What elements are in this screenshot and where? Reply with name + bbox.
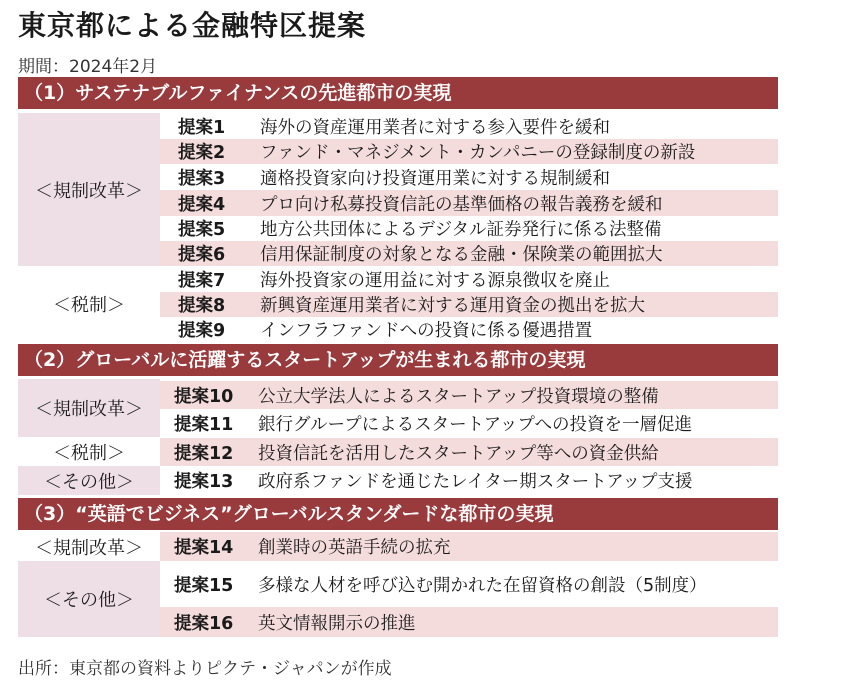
proposal-text: 銀行グループによるスタートアップへの投資を一層促進 <box>258 414 692 435</box>
proposal-text: 多様な人材を呼び込む開かれた在留資格の創設（5制度） <box>258 575 707 596</box>
proposal-row <box>160 532 778 561</box>
proposal-id: 提案4 <box>178 194 226 215</box>
proposal-id: 提案6 <box>178 245 226 265</box>
section-3-heading: （3）“英語でビジネス”グローバルスタンダードな都市の実現 <box>18 498 778 530</box>
source-note: 出所：東京都の資料よりピクテ・ジャパンが作成 <box>18 659 392 679</box>
proposal-row <box>160 114 778 139</box>
proposal-text: 創業時の英語手続の拡充 <box>258 538 451 558</box>
proposal-id: 提案5 <box>178 220 226 240</box>
proposal-id: 提案11 <box>174 414 234 435</box>
proposal-text: 地方公共団体によるデジタル証券発行に係る法整備 <box>260 220 662 240</box>
section-1-heading: （1）サステナブルファイナンスの先進都市の実現 <box>18 77 778 109</box>
category-tax: ＜税制＞ <box>53 294 125 316</box>
proposal-id: 提案12 <box>174 443 234 464</box>
proposal-row <box>160 409 778 437</box>
proposal-id: 提案1 <box>178 118 226 138</box>
proposal-row <box>160 561 778 607</box>
proposal-row <box>160 241 778 266</box>
proposal-row <box>160 164 778 190</box>
proposal-text: 英文情報開示の推進 <box>258 613 416 634</box>
proposal-row <box>160 216 778 241</box>
proposal-text: 政府系ファンドを通じたレイター期スタートアップ支援 <box>258 472 693 492</box>
proposal-id: 提案7 <box>178 271 226 291</box>
proposal-row <box>160 438 778 466</box>
proposal-id: 提案16 <box>174 613 234 634</box>
proposal-row <box>160 267 778 292</box>
category-tax: ＜税制＞ <box>53 442 125 464</box>
proposal-id: 提案15 <box>174 575 234 596</box>
category-regulatory-reform: ＜規制改革＞ <box>35 537 143 559</box>
page-title: 東京都による金融特区提案 <box>18 9 367 42</box>
proposal-id: 提案9 <box>178 321 226 341</box>
proposal-id: 提案10 <box>174 386 234 407</box>
proposal-id: 提案14 <box>174 538 234 558</box>
period-label: 期間：2024年2月 <box>18 57 158 77</box>
proposal-id: 提案2 <box>178 143 226 163</box>
category-other: ＜その他＞ <box>18 561 160 637</box>
proposal-row <box>160 190 778 216</box>
proposal-text: 投資信託を活用したスタートアップ等への資金供給 <box>258 443 659 464</box>
proposal-row <box>160 607 778 637</box>
proposal-text: 海外の資産運用業者に対する参入要件を緩和 <box>260 118 610 138</box>
category-other: ＜その他＞ <box>18 466 160 495</box>
proposal-text: 適格投資家向け投資運用業に対する規制緩和 <box>260 168 610 189</box>
proposal-row <box>160 381 778 409</box>
proposal-text: 新興資産運用業者に対する運用資金の拠出を拡大 <box>260 296 645 316</box>
proposal-row <box>160 466 778 495</box>
proposal-text: ファンド・マネジメント・カンパニーの登録制度の新設 <box>260 143 696 163</box>
proposal-text: 海外投資家の運用益に対する源泉徴収を廃止 <box>260 271 610 291</box>
proposal-row <box>160 317 778 342</box>
proposal-row <box>160 292 778 317</box>
proposal-id: 提案8 <box>178 296 226 316</box>
proposal-text: インフラファンドへの投資に係る優遇措置 <box>260 321 593 341</box>
proposal-text: 公立大学法人によるスタートアップ投資環境の整備 <box>258 386 659 407</box>
proposal-id: 提案3 <box>178 168 226 189</box>
section-2-heading: （2）グローバルに活躍するスタートアップが生まれる都市の実現 <box>18 344 778 376</box>
proposal-id: 提案13 <box>174 472 234 492</box>
category-regulatory-reform: ＜規制改革＞ <box>18 113 160 266</box>
proposal-text: プロ向け私募投資信託の基準価格の報告義務を緩和 <box>260 194 663 215</box>
proposal-row <box>160 139 778 164</box>
proposal-text: 信用保証制度の対象となる金融・保険業の範囲拡大 <box>260 245 663 265</box>
category-regulatory-reform: ＜規制改革＞ <box>18 379 160 437</box>
